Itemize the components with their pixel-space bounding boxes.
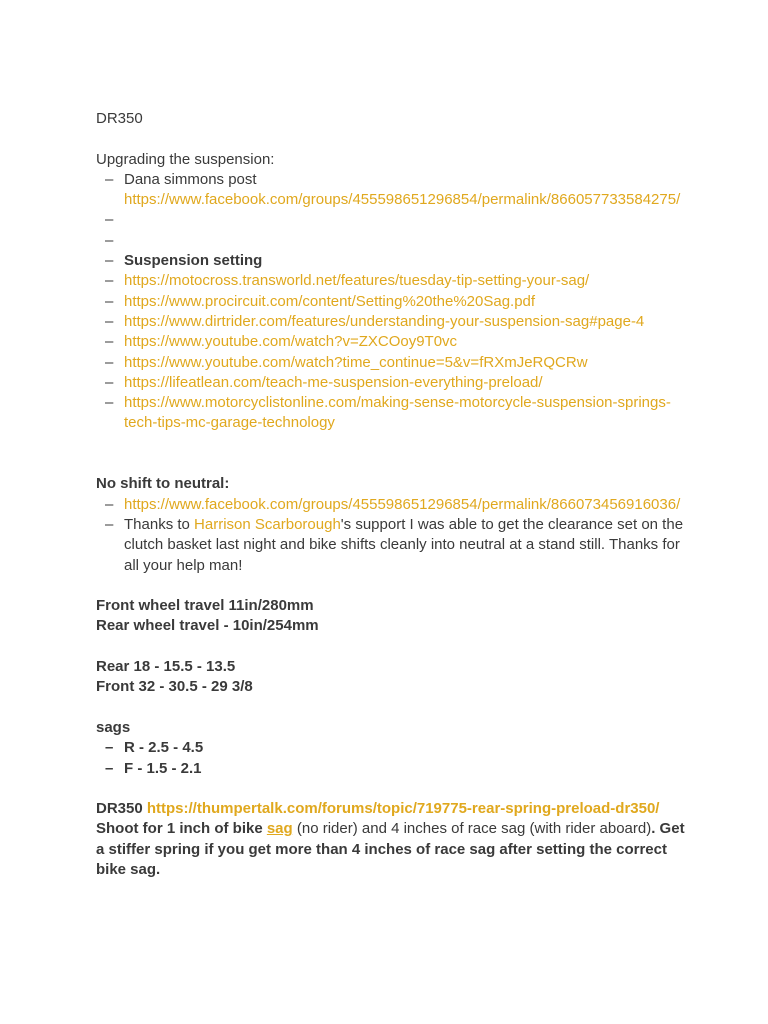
list-item <box>96 271 686 291</box>
link-procircuit[interactable]: https://www.procircuit.com/content/Setting%20the%20Sag.pdf <box>124 292 536 310</box>
list-item <box>96 515 686 576</box>
harrison-link[interactable]: Harrison Scarborough <box>194 515 341 533</box>
list-item <box>96 292 686 312</box>
front-wheel-travel: Front wheel travel 11in/280mm <box>96 597 314 615</box>
sags-list <box>96 738 686 779</box>
thanks-pre: Thanks to <box>124 515 195 533</box>
list-item: – F - 1.5 - 2.1 <box>96 759 686 779</box>
shoot-paragraph <box>96 819 686 880</box>
list-item <box>96 312 686 332</box>
thumpertalk-link[interactable]: https://thumpertalk.com/forums/topic/719775-rear-spring-preload-dr350/ <box>146 800 660 818</box>
list-item-empty <box>96 210 686 230</box>
suspension-heading: Upgrading the suspension: <box>96 150 275 168</box>
list-item <box>96 495 686 515</box>
front-measurement: Front 32 - 30.5 - 29 3/8 <box>96 678 253 696</box>
link-youtube-1[interactable]: https://www.youtube.com/watch?v=ZXCOoy9T0vc <box>124 333 458 351</box>
rear-measurement: Rear 18 - 15.5 - 13.5 <box>96 658 236 676</box>
neutral-facebook-link[interactable]: https://www.facebook.com/groups/455598651296854/permalink/866073456916036/ <box>124 495 681 513</box>
suspension-list <box>96 170 686 434</box>
list-item <box>96 332 686 352</box>
list-item <box>96 251 686 271</box>
sags-heading: sags <box>96 718 131 736</box>
link-youtube-2[interactable]: https://www.youtube.com/watch?time_continue=5&v=fRXmJeRQCRw <box>124 353 588 371</box>
list-item: – R - 2.5 - 4.5 <box>96 738 686 758</box>
list-item-empty <box>96 231 686 251</box>
dana-text: Dana simmons post <box>124 170 257 188</box>
document-body <box>96 109 686 880</box>
link-dirtrider[interactable]: https://www.dirtrider.com/features/understanding-your-suspension-sag#page-4 <box>124 312 645 330</box>
link-lifeatlean[interactable]: https://lifeatlean.com/teach-me-suspension-everything-preload/ <box>124 373 543 391</box>
list-item <box>96 393 686 434</box>
suspension-setting-label: Suspension setting <box>124 252 263 270</box>
thanks-post: 's support I was able to get the clearance set on the clutch basket last night and bike shifts cleanly into neutral at a stand still. Thanks for all your help man! <box>124 515 684 574</box>
dana-post-link[interactable]: https://www.facebook.com/groups/455598651296854/permalink/866057733584275/ <box>124 191 681 209</box>
document-title: DR350 <box>96 110 143 127</box>
list-item <box>96 373 686 393</box>
list-item <box>96 353 686 373</box>
sag-link[interactable]: sag <box>266 820 293 838</box>
link-motorcyclistonline[interactable]: https://www.motorcyclistonline.com/making-sense-motorcycle-suspension-springs-tech-tips-mc-garage-technology <box>124 394 671 432</box>
thumper-paragraph <box>96 799 686 819</box>
neutral-list <box>96 495 686 576</box>
link-transworld[interactable]: https://motocross.transworld.net/features/tuesday-tip-setting-your-sag/ <box>124 272 590 290</box>
shoot-pre: Shoot for 1 inch of bike <box>96 820 267 838</box>
neutral-heading: No shift to neutral: <box>96 475 230 493</box>
shoot-mid: (no rider) and 4 inches of race sag (with rider aboard) <box>292 820 652 838</box>
rear-wheel-travel: Rear wheel travel - 10in/254mm <box>96 617 319 635</box>
shoot-post: . Get a stiffer spring if you get more than 4 inches of race sag after setting the correct bike sag. <box>96 820 685 878</box>
thumper-label: DR350 <box>96 800 147 818</box>
list-item <box>96 170 686 211</box>
